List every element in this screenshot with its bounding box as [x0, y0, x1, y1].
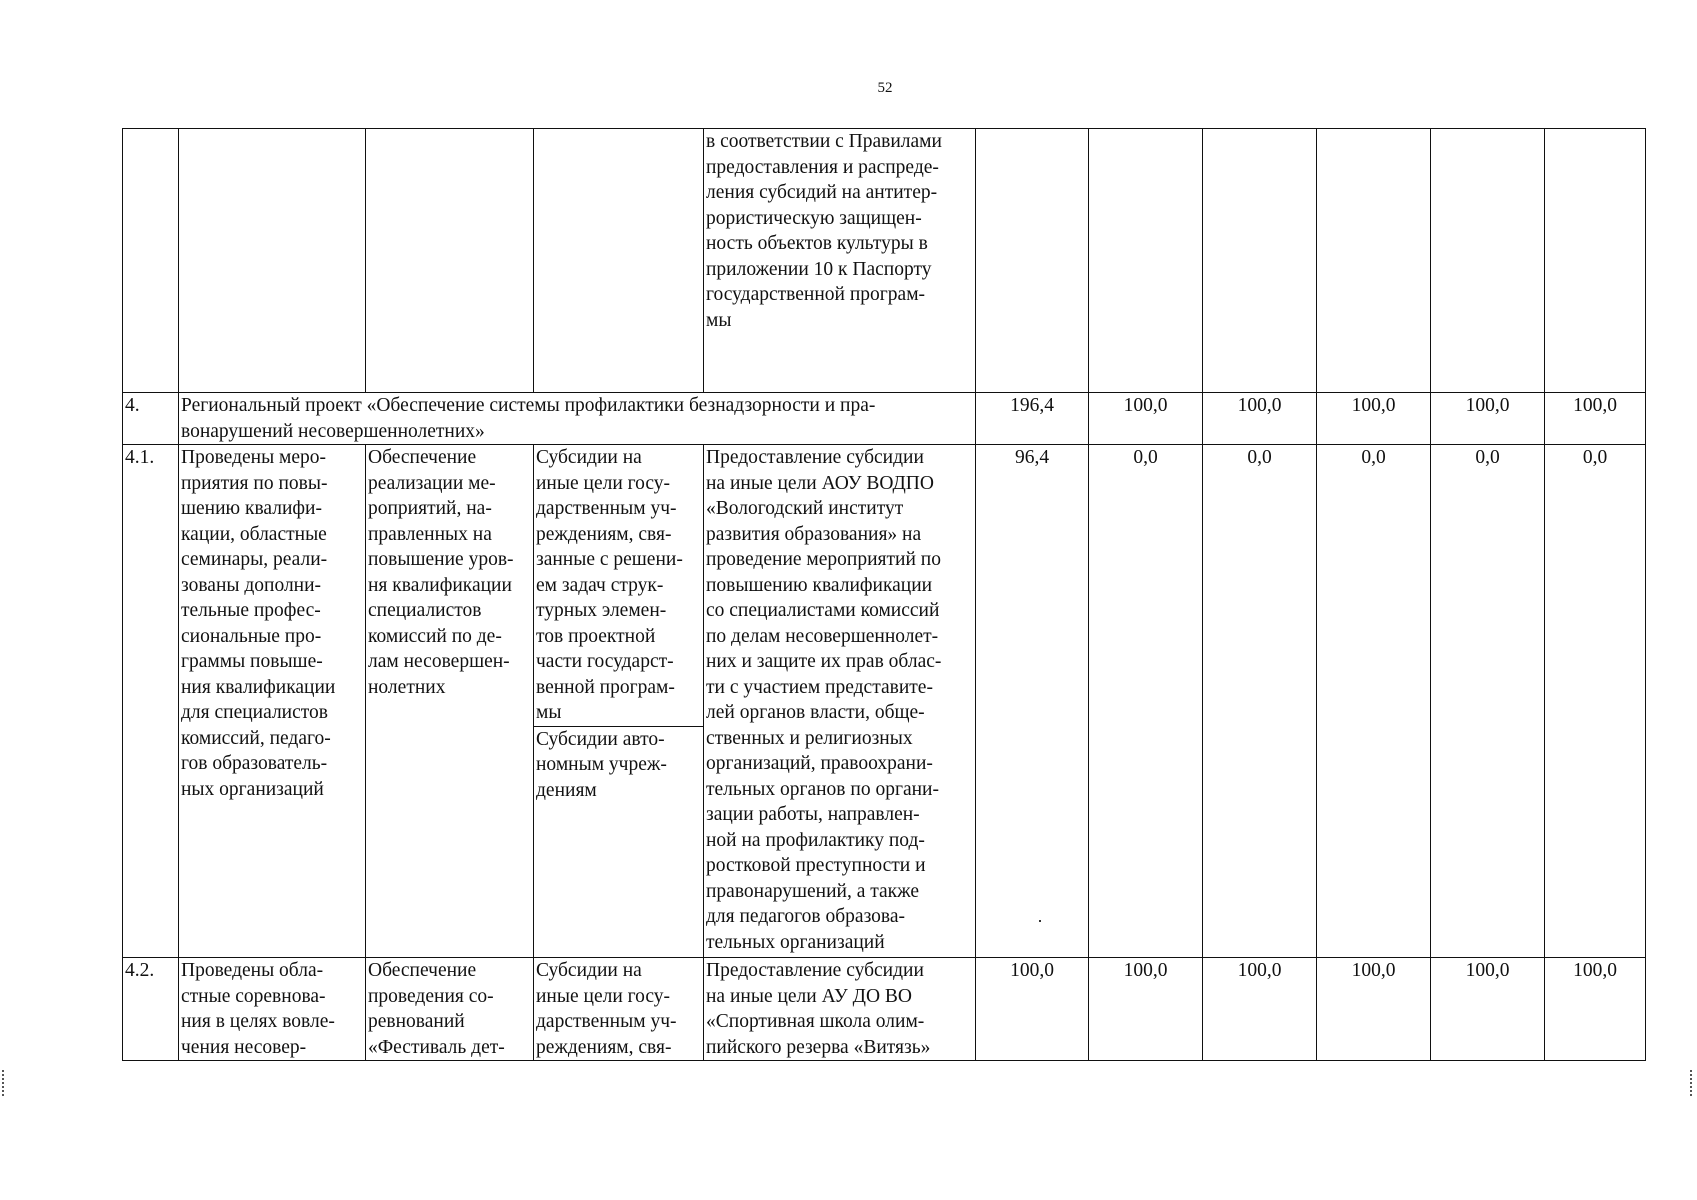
text-line: государственной програм- [706, 284, 926, 305]
text-line: граммы повыше- [181, 651, 323, 672]
text-line: комиссий, педаго- [181, 727, 331, 749]
text-line: иные цели госу- [536, 985, 671, 1007]
value-cell: 100,0 [1089, 958, 1203, 1061]
text-line: номным учреж- [536, 754, 667, 775]
cell-value [1545, 129, 1646, 393]
value-cell: 100,0 [1203, 393, 1317, 445]
cell-value [1203, 129, 1317, 393]
text-line: венной програм- [536, 676, 675, 698]
text-line: тельных организаций [706, 931, 885, 953]
text-line: чения несовер- [181, 1036, 307, 1058]
text-line: специалистов [368, 600, 482, 621]
text-line: сиональные про- [181, 625, 322, 647]
text-line: Предоставление субсидии [706, 447, 924, 468]
text-line: зованы дополни- [181, 574, 322, 596]
text-line: для специалистов [181, 702, 328, 723]
text-line: Проведены меро- [181, 447, 327, 468]
text-line: части государст- [536, 651, 674, 672]
text-line: Региональный проект «Обеспечение системы профилактики безнадзорности и пра- [181, 395, 876, 416]
text-line: Субсидии авто- [536, 728, 665, 750]
text-line: Предоставление субсидии [706, 960, 924, 981]
text-line: реждениям, свя- [536, 523, 672, 545]
text-line: в соответствии с Правилами [706, 131, 942, 152]
text-line: тов проектной [536, 625, 656, 647]
text-line: зации работы, направлен- [706, 804, 920, 825]
text-line: дарственным уч- [536, 1011, 677, 1032]
text-line: кации, областные [181, 523, 327, 545]
text-line: ня квалификации [368, 574, 512, 596]
value-cell: 196,4 [976, 393, 1089, 445]
value-cell: 100,0 [976, 958, 1089, 1061]
text-line: правленных на [368, 523, 492, 545]
text-line: гов образователь- [181, 753, 328, 774]
text-line: комиссий по де- [368, 625, 502, 647]
value-cell: 100,0 [1317, 958, 1431, 1061]
text-line: ления субсидий на антитер- [706, 182, 938, 203]
text-line: ность объектов культуры в [706, 233, 928, 254]
text-line: приложении 10 к Паспорту [706, 258, 932, 280]
cell-description [704, 958, 976, 1061]
subsidy-type-b [534, 726, 703, 804]
table-row-4 [123, 393, 1646, 445]
scan-speck [1039, 920, 1041, 922]
text-line: на иные цели АУ ДО ВО [706, 985, 912, 1007]
table-row-4-1 [123, 445, 1646, 958]
text-line: Проведены обла- [181, 960, 324, 981]
cell-description [704, 445, 976, 958]
text-line: развития образования» на [706, 523, 922, 545]
cell-num [123, 129, 179, 393]
regional-project-title [179, 393, 976, 445]
scan-edge-mark [2, 1070, 6, 1096]
text-line: ных организаций [181, 778, 324, 800]
text-line: Обеспечение [368, 960, 477, 981]
text-line: Обеспечение [368, 447, 477, 468]
text-line: занные с решени- [536, 549, 683, 570]
text-line: роприятий, на- [368, 498, 492, 519]
text-line: мы [706, 309, 732, 331]
cell-value [1317, 129, 1431, 393]
cell-description [704, 129, 976, 393]
text-line: дениям [536, 779, 597, 801]
text-line: реализации ме- [368, 472, 496, 494]
text-line: лей органов власти, обще- [706, 702, 925, 723]
text-line: турных элемен- [536, 600, 667, 621]
value-cell: 96,4 [976, 445, 1089, 958]
value-cell: 100,0 [1203, 958, 1317, 1061]
text-line: тельные профес- [181, 600, 321, 621]
text-line: «Спортивная школа олим- [706, 1011, 925, 1032]
cell-value [976, 129, 1089, 393]
text-line: ственных и религиозных [706, 727, 913, 749]
value-cell: 0,0 [1545, 445, 1646, 958]
text-line: мы [536, 702, 562, 723]
cell-value [1431, 129, 1545, 393]
cell-lines [706, 129, 973, 333]
text-line: Субсидии на [536, 447, 642, 468]
text-line: повышению квалификации [706, 574, 933, 596]
value-cell: 0,0 [1089, 445, 1203, 958]
text-line: лам несовершен- [368, 651, 510, 672]
text-line: на иные цели АОУ ВОДПО [706, 472, 934, 494]
cell-subsidy-type [534, 958, 704, 1061]
text-line: нолетних [368, 676, 446, 698]
cell-measure [366, 129, 534, 393]
text-line: предоставления и распреде- [706, 156, 939, 178]
value-cell: 100,0 [1089, 393, 1203, 445]
value-cell: 0,0 [1203, 445, 1317, 958]
cell-measure [366, 958, 534, 1061]
text-line: организаций, правоохрани- [706, 753, 933, 774]
text-line: ния в целях вовле- [181, 1011, 335, 1032]
text-line: со специалистами комиссий [706, 600, 940, 621]
text-line: ростковой преступности и [706, 855, 926, 876]
text-line: тельных органов по органи- [706, 778, 939, 800]
text-line: стные соревнова- [181, 985, 326, 1007]
page-number: 52 [877, 80, 893, 96]
text-line: вонарушений несовершеннолетних» [181, 420, 485, 442]
text-line: «Фестиваль дет- [368, 1036, 505, 1058]
cell-result [179, 445, 366, 958]
value-cell: 100,0 [1545, 958, 1646, 1061]
text-line: проведение мероприятий по [706, 549, 941, 570]
text-line: реждениям, свя- [536, 1036, 672, 1058]
value-cell: 100,0 [1431, 393, 1545, 445]
text-line: ем задач струк- [536, 574, 664, 596]
text-line: ревнований [368, 1011, 465, 1032]
text-line: для педагогов образова- [706, 906, 906, 927]
table-row-4-2 [123, 958, 1646, 1061]
text-line: рористическую защищен- [706, 207, 922, 229]
text-line: приятия по повы- [181, 472, 328, 494]
scan-edge-mark [1690, 1070, 1694, 1096]
value-cell: 100,0 [1545, 393, 1646, 445]
row-number: 4. [123, 393, 179, 445]
text-line: правонарушений, а также [706, 880, 920, 902]
text-line: семинары, реали- [181, 549, 328, 570]
cell-subsidy-type [534, 445, 704, 958]
cell-measure [366, 445, 534, 958]
text-line: шению квалифи- [181, 498, 322, 519]
text-line: повышение уров- [368, 549, 514, 570]
text-line: ной на профилактику под- [706, 829, 925, 851]
cell-subsidy-type [534, 129, 704, 393]
text-line: дарственным уч- [536, 498, 677, 519]
value-cell: 0,0 [1317, 445, 1431, 958]
text-line: Субсидии на [536, 960, 642, 981]
text-line: проведения со- [368, 985, 494, 1007]
value-cell: 100,0 [1317, 393, 1431, 445]
cell-value [1089, 129, 1203, 393]
row-number: 4.2. [123, 958, 179, 1061]
text-line: иные цели госу- [536, 472, 671, 494]
text-line: «Вологодский институт [706, 498, 904, 519]
text-line: ти с участием представите- [706, 676, 933, 698]
text-line: по делам несовершеннолет- [706, 625, 939, 647]
cell-result [179, 129, 366, 393]
text-line: ния квалификации [181, 676, 336, 698]
text-line: пийского резерва «Витязь» [706, 1036, 931, 1058]
text-line: них и защите их прав облас- [706, 651, 942, 672]
subsidy-type-a [536, 445, 701, 726]
cell-result [179, 958, 366, 1061]
value-cell: 100,0 [1431, 958, 1545, 1061]
value-cell: 0,0 [1431, 445, 1545, 958]
table-row-continuation [123, 129, 1646, 393]
subsidy-table [122, 128, 1646, 1061]
row-number: 4.1. [123, 445, 179, 958]
